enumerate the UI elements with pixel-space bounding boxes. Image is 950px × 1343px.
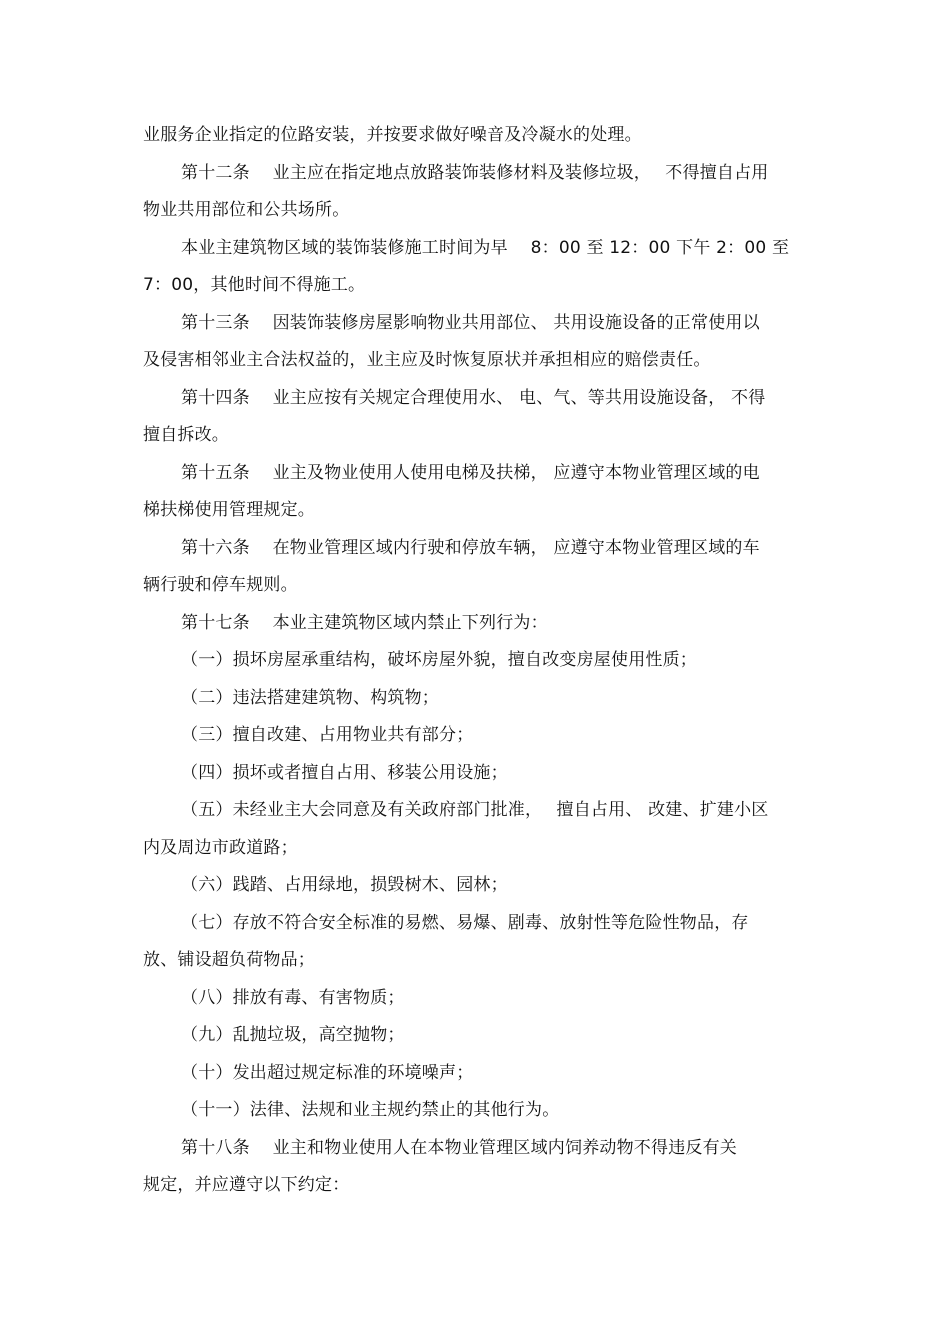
- article-14-line-2: 擅自拆改。: [143, 425, 229, 445]
- list-item-9: （九）乱抛垃圾，高空抛物；: [181, 1025, 405, 1045]
- list-item-8: （八）排放有毒、有害物质；: [181, 988, 405, 1008]
- article-15-line-2: 梯扶梯使用管理规定。: [143, 500, 315, 520]
- article-14-line-1: 第十四条 业主应按有关规定合理使用水、 电、气、等共用设施设备， 不得: [181, 388, 766, 408]
- list-item-1: （一）损坏房屋承重结构，破坏房屋外貌，擅自改变房屋使用性质；: [181, 650, 697, 670]
- list-item-11: （十一）法律、法规和业主规约禁止的其他行为。: [181, 1100, 560, 1120]
- article-16-line-2: 辆行驶和停车规则。: [143, 575, 298, 595]
- list-item-5-line-2: 内及周边市政道路；: [143, 838, 298, 858]
- list-item-7-line-2: 放、铺设超负荷物品；: [143, 950, 315, 970]
- list-item-5-line-1: （五）未经业主大会同意及有关政府部门批准， 擅自占用、 改建、扩建小区: [181, 800, 769, 820]
- list-item-10: （十）发出超过规定标准的环境噪声；: [181, 1063, 474, 1083]
- article-17-heading: 第十七条 本业主建筑物区域内禁止下列行为：: [181, 613, 548, 633]
- article-13-line-2: 及侵害相邻业主合法权益的，业主应及时恢复原状并承担相应的赔偿责任。: [143, 350, 711, 370]
- article-12-line-1: 第十二条 业主应在指定地点放路装饰装修材料及装修垃圾， 不得擅自占用: [181, 163, 769, 183]
- text-line: 业服务企业指定的位路安装，并按要求做好噪音及冷凝水的处理。: [143, 125, 642, 145]
- article-18-line-2: 规定，并应遵守以下约定：: [143, 1175, 350, 1195]
- list-item-7-line-1: （七）存放不符合安全标准的易燃、易爆、剧毒、放射性等危险性物品，存: [181, 913, 749, 933]
- list-item-2: （二）违法搭建建筑物、构筑物；: [181, 688, 439, 708]
- article-12-line-2: 物业共用部位和公共场所。: [143, 200, 350, 220]
- article-18-line-1: 第十八条 业主和物业使用人在本物业管理区域内饲养动物不得违反有关: [181, 1138, 738, 1158]
- article-15-line-1: 第十五条 业主及物业使用人使用电梯及扶梯， 应遵守本物业管理区域的电: [181, 463, 760, 483]
- list-item-6: （六）践踏、占用绿地，损毁树木、园林；: [181, 875, 508, 895]
- article-13-line-1: 第十三条 因装饰装修房屋影响物业共用部位、 共用设施设备的正常使用以: [181, 313, 760, 333]
- list-item-4: （四）损坏或者擅自占用、移装公用设施；: [181, 763, 508, 783]
- construction-time-line-2: 7：00，其他时间不得施工。: [143, 275, 366, 295]
- construction-time-line-1: 本业主建筑物区域的装饰装修施工时间为早 8：00 至 12：00 下午 2：00 至: [181, 238, 790, 258]
- article-16-line-1: 第十六条 在物业管理区域内行驶和停放车辆， 应遵守本物业管理区域的车: [181, 538, 760, 558]
- list-item-3: （三）擅自改建、占用物业共有部分；: [181, 725, 474, 745]
